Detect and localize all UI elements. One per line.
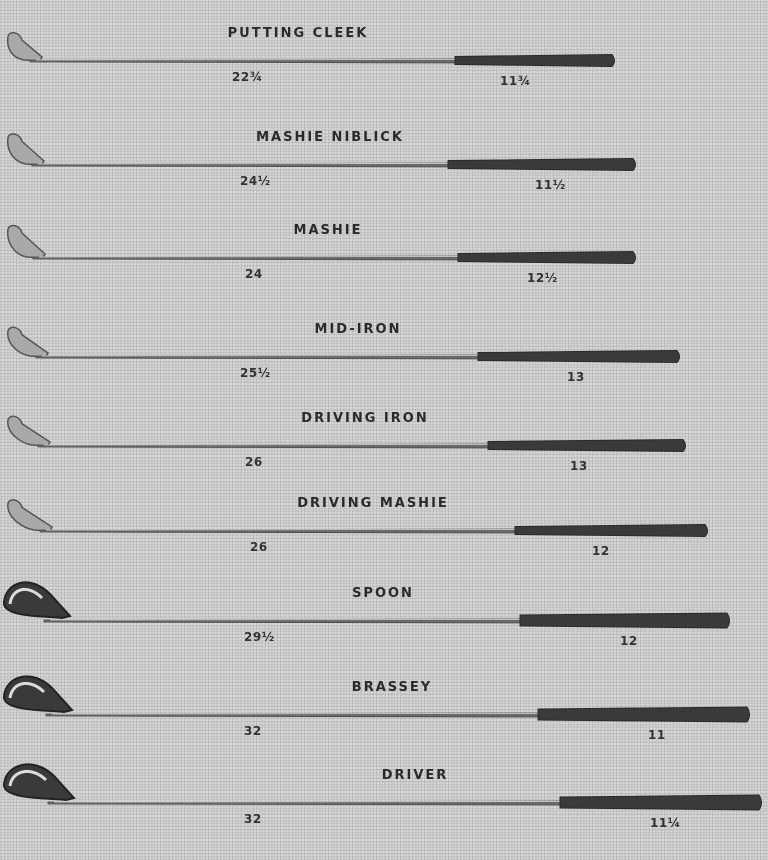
club-head-iron <box>8 327 48 357</box>
club-head-wood <box>4 582 70 618</box>
club-grip-label: 11½ <box>535 178 566 192</box>
club-grip-label: 12 <box>620 634 638 648</box>
club-head-face <box>10 771 46 786</box>
club-grip <box>458 252 636 264</box>
club-head-iron <box>8 226 45 258</box>
club-grip-label: 11 <box>648 728 666 742</box>
club-shaft-highlight <box>54 802 560 803</box>
club-shaft-highlight <box>36 60 455 61</box>
club-shaft-highlight <box>39 257 458 258</box>
club-shaft <box>44 619 520 623</box>
club-name: DRIVING IRON <box>301 411 429 426</box>
club-length-label: 29½ <box>244 630 275 644</box>
club-grip <box>560 795 762 810</box>
club-name: DRIVER <box>381 768 449 783</box>
club-shaft <box>36 355 478 359</box>
club-head-iron <box>8 416 50 446</box>
club-grip-label: 12 <box>592 544 610 558</box>
club-head-wood <box>4 764 74 800</box>
club-head-wood <box>4 676 72 712</box>
club-length-label: 22¾ <box>232 70 263 84</box>
club-length-label: 24½ <box>240 174 271 188</box>
club-head-face <box>10 589 42 604</box>
club-shaft-highlight <box>42 356 478 357</box>
club-name: MASHIE NIBLICK <box>256 130 404 145</box>
club-grip <box>455 55 615 67</box>
club-shaft <box>46 713 538 717</box>
club-length-label: 32 <box>244 724 262 738</box>
club-name: DRIVING MASHIE <box>297 496 449 511</box>
club-shaft <box>40 529 515 533</box>
club-name: SPOON <box>352 586 414 601</box>
club-grip <box>478 351 680 363</box>
club-shaft <box>48 801 560 805</box>
club-shaft-highlight <box>52 714 538 715</box>
club-grip-label: 12½ <box>527 271 558 285</box>
club-grip-label: 13 <box>567 370 585 384</box>
club-length-label: 32 <box>244 812 262 826</box>
club-name: BRASSEY <box>351 680 433 695</box>
club-grip-label: 13 <box>570 459 588 473</box>
club-length-label: 26 <box>245 455 263 469</box>
club-name: MID-IRON <box>314 322 402 337</box>
club-grip-label: 11¾ <box>500 74 531 88</box>
club-head-iron <box>8 134 44 165</box>
club-head-iron <box>8 500 52 531</box>
club-grip <box>448 159 636 171</box>
club-shaft-highlight <box>38 164 448 165</box>
club-shaft-highlight <box>50 620 520 621</box>
club-shaft <box>32 163 448 167</box>
club-shaft <box>33 256 458 260</box>
club-length-label: 24 <box>245 267 263 281</box>
club-shaft <box>30 59 455 63</box>
club-shaft <box>38 444 488 448</box>
club-length-label: 26 <box>250 540 268 554</box>
club-name: MASHIE <box>293 223 363 238</box>
club-grip-label: 11¼ <box>650 816 681 830</box>
club-grip <box>515 525 708 537</box>
club-length-label: 25½ <box>240 366 271 380</box>
club-shaft-highlight <box>46 530 515 531</box>
club-grip <box>538 707 750 722</box>
club-head-face <box>10 683 44 698</box>
club-name: PUTTING CLEEK <box>227 26 369 41</box>
club-shaft-highlight <box>44 445 488 446</box>
club-head-iron <box>8 33 42 61</box>
club-grip <box>488 440 686 452</box>
club-grip <box>520 613 730 628</box>
